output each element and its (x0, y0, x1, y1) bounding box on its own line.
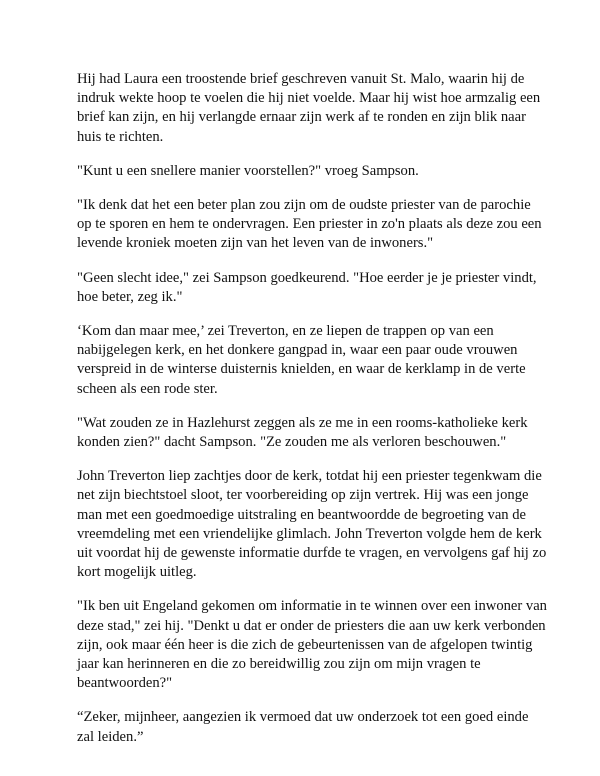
paragraph-2: "Kunt u een snellere manier voorstellen?" vroeg Sampson. (77, 162, 419, 179)
paragraph-9: “Zeker, mijnheer, aangezien ik vermoed dat uw onderzoek tot een goed einde zal leiden.” (77, 709, 529, 745)
paragraph-3: "Ik denk dat het een beter plan zou zijn om de oudste priester van de parochie op te sporen en hem te ondervragen. Een priester in zo'n plaats als deze zou een levende kroniek moeten zijn van het leven van de inwoners." (77, 197, 542, 252)
document-page (77, 70, 547, 762)
paragraph-8: "Ik ben uit Engeland gekomen om informatie in te winnen over een inwoner van deze stad," zei hij. "Denkt u dat er onder de priesters die aan uw kerk verbonden zijn, ook maar één heer is die zich de gebeurtenissen van de afgelopen twintig jaar kan herinneren en die zo bereidwillig zou zijn om mijn vragen te beantwoorden?" (77, 598, 547, 692)
paragraph-7: John Treverton liep zachtjes door de kerk, totdat hij een priester tegenkwam die net zijn biechtstoel sloot, ter voorbereiding op zijn vertrek. Hij was een jonge man met een goedmoedige uitstraling en beantwoordde de begroeting van de vreemdeling met een vriendelijke glimlach. John Treverton volgde hem de kerk uit voordat hij de gewenste informatie durfde te vragen, en vervolgens gaf hij zo kort mogelijk uitleg. (77, 468, 547, 581)
paragraph-5: ‘Kom dan maar mee,’ zei Treverton, en ze liepen de trappen op van een nabijgelegen kerk, en het donkere gangpad in, waar een paar oude vrouwen verspreid in de winterse duisternis knielden, en waar de kerklamp in de verte scheen als een rode ster. (77, 323, 526, 397)
paragraph-4: "Geen slecht idee," zei Sampson goedkeurend. "Hoe eerder je je priester vindt, hoe beter, zeg ik." (77, 269, 537, 305)
paragraph-6: "Wat zouden ze in Hazlehurst zeggen als ze me in een rooms-katholieke kerk konden zien?" dacht Sampson. "Ze zouden me als verloren beschouwen." (77, 414, 528, 451)
paragraph-1: Hij had Laura een troostende brief geschreven vanuit St. Malo, waarin hij de indruk wekte hoop te voelen die hij niet voelde. Maar hij wist hoe armzalig een brief kan zijn, en hij verlangde ernaar zijn werk af te ronden en zijn blik naar huis te richten. (77, 71, 541, 145)
